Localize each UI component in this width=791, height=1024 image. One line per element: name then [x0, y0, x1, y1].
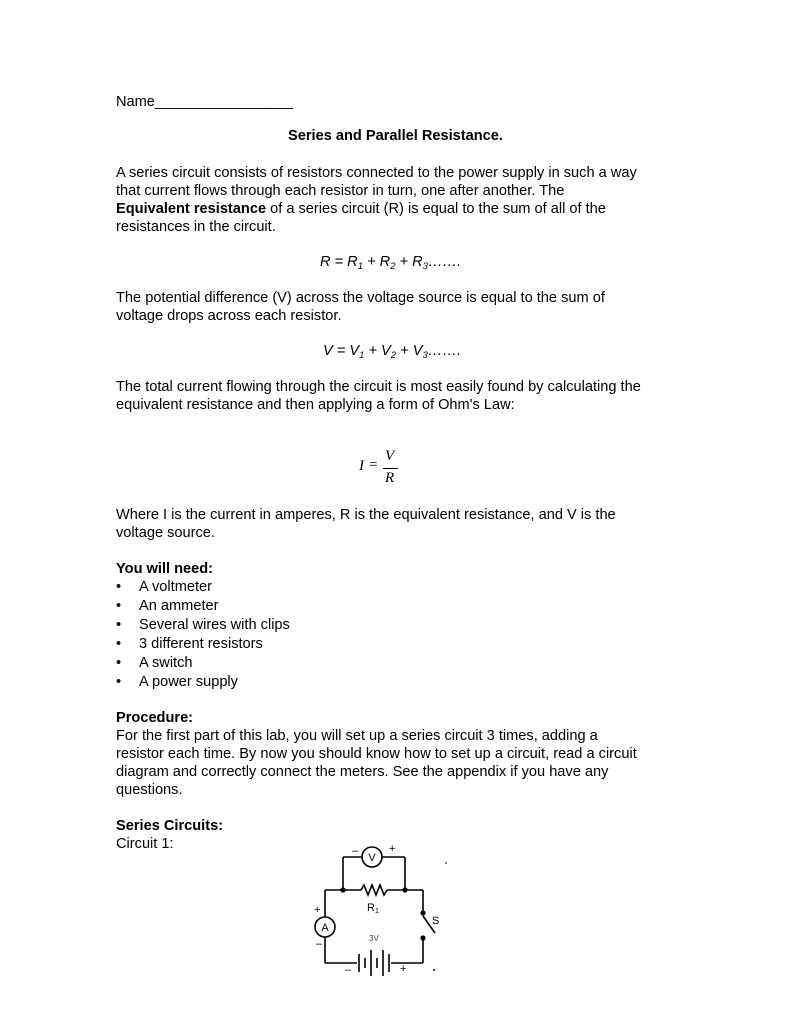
battery-minus: –	[345, 964, 352, 976]
junction-dot	[402, 887, 407, 892]
ammeter-plus: +	[314, 904, 321, 916]
intro-line-2: that current flows through each resistor in turn, one after another. The	[116, 183, 565, 199]
switch-label: S	[432, 915, 440, 927]
voltmeter-plus: +	[389, 843, 396, 855]
switch-contact	[420, 910, 425, 915]
procedure-line-4: questions.	[116, 782, 183, 798]
junction-dot	[340, 887, 345, 892]
voltage-line-2: voltage drops across each resistor.	[116, 308, 342, 324]
intro-line-3-rest: of a series circuit (R) is equal to the sum of all of the	[266, 201, 606, 217]
voltmeter-label: V	[368, 852, 376, 864]
series-circuits-heading: Series Circuits:	[116, 818, 224, 834]
current-line-1: The total current flowing through the circuit is most easily found by calculating the	[116, 379, 641, 395]
procedure-line-1: For the first part of this lab, you will set up a series circuit 3 times, adding a	[116, 728, 598, 744]
where-line-1: Where I is the current in amperes, R is the equivalent resistance, and V is the	[116, 507, 616, 523]
ohms-law-denominator: R	[385, 470, 395, 486]
procedure-line-2: resistor each time. By now you should know how to set up a circuit, read a circuit	[116, 746, 637, 762]
ohms-law-lhs: I	[359, 458, 364, 474]
resistor-label: R	[367, 902, 375, 914]
materials-list	[116, 578, 290, 692]
list-item: • A voltmeter	[116, 579, 212, 595]
series-voltage-equation: $V = V_1 + V_2$ + $V_3\dots\dots$.	[323, 343, 461, 361]
list-item: • A switch	[116, 655, 193, 671]
battery-label: 3V	[369, 934, 379, 943]
ammeter-label: A	[321, 922, 329, 934]
battery-plus: +	[400, 963, 407, 975]
list-item: • 3 different resistors	[116, 636, 263, 652]
needs-heading: You will need:	[116, 561, 214, 577]
intro-line-3	[116, 200, 606, 219]
circuit-1-diagram	[295, 830, 455, 980]
intro-line-4: resistances in the circuit.	[116, 219, 276, 235]
current-line-2: equivalent resistance and then applying a form of Ohm's Law:	[116, 397, 515, 413]
ohms-law-numerator: V	[385, 448, 395, 464]
circuit-1-label: Circuit 1:	[116, 836, 174, 852]
fraction-bar	[383, 468, 398, 469]
procedure-line-3: diagram and correctly connect the meters. See the appendix if you have any	[116, 764, 609, 780]
list-item: • Several wires with clips	[116, 617, 290, 633]
document-title: Series and Parallel Resistance.	[288, 128, 503, 144]
list-item: • A power supply	[116, 674, 238, 690]
where-line-2: voltage source.	[116, 525, 215, 541]
ohms-law-equals: =	[369, 457, 378, 473]
list-item: • An ammeter	[116, 598, 219, 614]
voltage-line-1: The potential difference (V) across the voltage source is equal to the sum of	[116, 290, 605, 306]
voltmeter-minus: –	[352, 845, 359, 857]
switch-contact	[420, 935, 425, 940]
series-resistance-equation: $R = R_1 + R_2$ + $R_3\dots\dots$.	[320, 254, 462, 272]
ammeter-minus: –	[316, 938, 323, 950]
name-line: Name_________________	[116, 94, 293, 110]
equivalent-resistance-term: Equivalent resistance	[116, 201, 267, 217]
intro-line-1: A series circuit consists of resistors connected to the power supply in such a way	[116, 165, 637, 181]
resistor-symbol	[361, 885, 387, 895]
procedure-heading: Procedure:	[116, 710, 194, 726]
resistor-subscript: 1	[375, 908, 379, 915]
